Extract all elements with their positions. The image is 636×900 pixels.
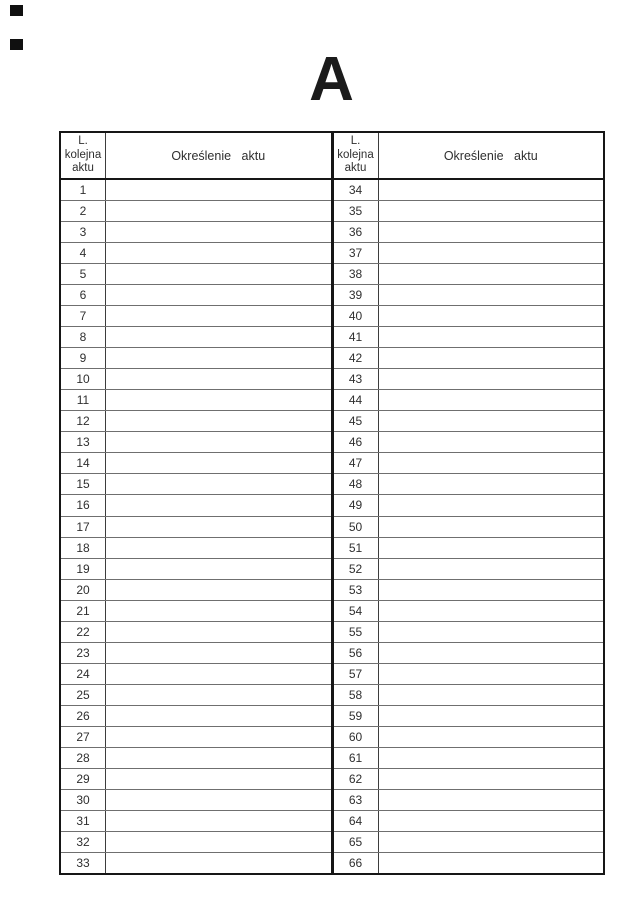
row-description-cell xyxy=(106,201,331,221)
table-row xyxy=(334,768,604,789)
table-row xyxy=(334,747,604,768)
row-number-cell: 61 xyxy=(334,748,379,768)
row-description-cell xyxy=(106,811,331,831)
row-description-cell xyxy=(379,769,604,789)
table-row xyxy=(334,516,604,537)
row-description-cell xyxy=(379,432,604,452)
row-description-cell xyxy=(106,622,331,642)
table-row xyxy=(61,726,331,747)
row-number-cell: 40 xyxy=(334,306,379,326)
row-number-cell: 39 xyxy=(334,285,379,305)
row-description-cell xyxy=(379,369,604,389)
row-number-cell: 38 xyxy=(334,264,379,284)
row-description-cell xyxy=(106,243,331,263)
table-row xyxy=(334,705,604,726)
row-number-cell: 63 xyxy=(334,790,379,810)
table-row xyxy=(61,768,331,789)
row-description-cell xyxy=(379,664,604,684)
row-number-cell: 36 xyxy=(334,222,379,242)
row-number-cell: 23 xyxy=(61,643,106,663)
table-row xyxy=(61,452,331,473)
row-number-cell: 37 xyxy=(334,243,379,263)
row-number-cell: 21 xyxy=(61,601,106,621)
row-description-cell xyxy=(379,327,604,347)
row-number-cell: 24 xyxy=(61,664,106,684)
row-number-cell: 44 xyxy=(334,390,379,410)
row-number-cell: 34 xyxy=(334,180,379,200)
table-row xyxy=(334,810,604,831)
table-row xyxy=(61,200,331,221)
table-row xyxy=(61,684,331,705)
row-description-cell xyxy=(379,474,604,494)
table-row xyxy=(334,852,604,873)
left-header-row xyxy=(61,133,331,180)
row-description-cell xyxy=(106,727,331,747)
row-description-cell xyxy=(106,853,331,873)
row-number-cell: 2 xyxy=(61,201,106,221)
row-number-cell: 64 xyxy=(334,811,379,831)
row-description-cell xyxy=(106,327,331,347)
table-row xyxy=(334,452,604,473)
header-line-2: kolejna xyxy=(64,148,102,161)
row-description-cell xyxy=(106,538,331,558)
header-line-2: kolejna xyxy=(337,148,374,161)
row-number-cell: 15 xyxy=(61,474,106,494)
table-row xyxy=(61,180,331,200)
table-row xyxy=(334,789,604,810)
table-row xyxy=(61,747,331,768)
row-number-cell: 31 xyxy=(61,811,106,831)
row-number-cell: 66 xyxy=(334,853,379,873)
row-number-cell: 17 xyxy=(61,517,106,537)
table-row xyxy=(61,284,331,305)
row-number-cell: 42 xyxy=(334,348,379,368)
table-row xyxy=(61,431,331,452)
row-number-cell: 43 xyxy=(334,369,379,389)
page-title-letter: A xyxy=(309,45,355,114)
row-number-cell: 46 xyxy=(334,432,379,452)
row-number-cell: 19 xyxy=(61,559,106,579)
row-description-cell xyxy=(379,495,604,515)
row-number-cell: 51 xyxy=(334,538,379,558)
row-number-cell: 3 xyxy=(61,222,106,242)
row-description-cell xyxy=(106,790,331,810)
row-number-cell: 35 xyxy=(334,201,379,221)
row-number-cell: 52 xyxy=(334,559,379,579)
row-description-cell xyxy=(379,538,604,558)
table-row xyxy=(61,705,331,726)
table-row xyxy=(61,663,331,684)
row-description-cell xyxy=(379,580,604,600)
row-description-cell xyxy=(379,706,604,726)
row-number-cell: 12 xyxy=(61,411,106,431)
row-description-cell xyxy=(379,643,604,663)
header-line-1: L. xyxy=(78,135,88,148)
row-number-cell: 10 xyxy=(61,369,106,389)
row-description-cell xyxy=(106,285,331,305)
row-description-cell xyxy=(379,622,604,642)
table-row xyxy=(334,831,604,852)
row-description-cell xyxy=(379,453,604,473)
row-description-cell xyxy=(379,348,604,368)
row-description-cell xyxy=(379,727,604,747)
row-description-cell xyxy=(379,285,604,305)
table-row xyxy=(61,221,331,242)
row-description-cell xyxy=(379,748,604,768)
table-row xyxy=(334,494,604,515)
row-description-cell xyxy=(106,432,331,452)
table-row xyxy=(334,600,604,621)
row-number-cell: 57 xyxy=(334,664,379,684)
row-description-cell xyxy=(106,390,331,410)
table-row xyxy=(334,410,604,431)
table-row xyxy=(61,389,331,410)
row-description-cell xyxy=(379,264,604,284)
row-number-cell: 33 xyxy=(61,853,106,873)
table-row xyxy=(334,431,604,452)
row-number-cell: 32 xyxy=(61,832,106,852)
row-number-cell: 18 xyxy=(61,538,106,558)
left-number-column-header xyxy=(61,133,106,178)
row-description-cell xyxy=(106,559,331,579)
table-row xyxy=(334,305,604,326)
row-number-cell: 25 xyxy=(61,685,106,705)
row-number-cell: 20 xyxy=(61,580,106,600)
row-description-cell xyxy=(379,201,604,221)
row-description-cell xyxy=(106,306,331,326)
row-number-cell: 54 xyxy=(334,601,379,621)
row-number-cell: 8 xyxy=(61,327,106,347)
table-row xyxy=(334,684,604,705)
table-row xyxy=(61,494,331,515)
row-number-cell: 26 xyxy=(61,706,106,726)
table-row xyxy=(334,726,604,747)
row-description-cell xyxy=(106,411,331,431)
left-description-column-header: Określenie aktu xyxy=(171,148,266,163)
header-line-3: aktu xyxy=(344,162,367,175)
table-row xyxy=(334,180,604,200)
table-row xyxy=(334,473,604,494)
row-description-cell xyxy=(106,580,331,600)
table-row xyxy=(334,537,604,558)
row-number-cell: 55 xyxy=(334,622,379,642)
right-rows xyxy=(334,180,604,873)
table-row xyxy=(61,621,331,642)
row-description-cell xyxy=(379,811,604,831)
row-description-cell xyxy=(379,306,604,326)
row-description-cell xyxy=(106,348,331,368)
row-number-cell: 14 xyxy=(61,453,106,473)
row-description-cell xyxy=(379,180,604,200)
row-description-cell xyxy=(379,243,604,263)
table-row xyxy=(334,242,604,263)
left-rows xyxy=(61,180,331,873)
row-description-cell xyxy=(379,411,604,431)
scan-artifact-mark xyxy=(10,39,23,50)
row-description-cell xyxy=(106,601,331,621)
table-row xyxy=(334,200,604,221)
table-row xyxy=(334,558,604,579)
row-number-cell: 28 xyxy=(61,748,106,768)
row-description-cell xyxy=(106,453,331,473)
row-number-cell: 45 xyxy=(334,411,379,431)
row-number-cell: 47 xyxy=(334,453,379,473)
row-description-cell xyxy=(106,517,331,537)
row-number-cell: 30 xyxy=(61,790,106,810)
table-row xyxy=(334,347,604,368)
row-description-cell xyxy=(106,222,331,242)
row-description-cell xyxy=(106,685,331,705)
header-line-1: L. xyxy=(350,135,361,148)
table-row xyxy=(61,263,331,284)
table-row xyxy=(61,831,331,852)
row-number-cell: 58 xyxy=(334,685,379,705)
table-row xyxy=(61,558,331,579)
row-description-cell xyxy=(379,853,604,873)
row-description-cell xyxy=(379,390,604,410)
registry-left-half xyxy=(61,133,331,873)
table-row xyxy=(61,642,331,663)
right-header-row xyxy=(334,133,604,180)
table-row xyxy=(61,347,331,368)
row-description-cell xyxy=(106,495,331,515)
header-line-3: aktu xyxy=(72,162,94,175)
row-description-cell xyxy=(379,601,604,621)
row-description-cell xyxy=(106,180,331,200)
row-number-cell: 41 xyxy=(334,327,379,347)
row-number-cell: 1 xyxy=(61,180,106,200)
table-row xyxy=(61,516,331,537)
table-row xyxy=(61,600,331,621)
row-description-cell xyxy=(106,706,331,726)
row-number-cell: 4 xyxy=(61,243,106,263)
row-number-cell: 6 xyxy=(61,285,106,305)
row-number-cell: 5 xyxy=(61,264,106,284)
row-number-cell: 49 xyxy=(334,495,379,515)
table-row xyxy=(61,537,331,558)
row-description-cell xyxy=(379,222,604,242)
table-row xyxy=(334,368,604,389)
row-description-cell xyxy=(106,664,331,684)
row-number-cell: 22 xyxy=(61,622,106,642)
table-row xyxy=(334,663,604,684)
row-description-cell xyxy=(106,832,331,852)
row-number-cell: 7 xyxy=(61,306,106,326)
table-row xyxy=(334,326,604,347)
table-row xyxy=(61,242,331,263)
table-row xyxy=(334,579,604,600)
row-number-cell: 56 xyxy=(334,643,379,663)
right-description-column-header: Określenie aktu xyxy=(443,148,538,163)
row-description-cell xyxy=(106,264,331,284)
row-number-cell: 60 xyxy=(334,727,379,747)
row-number-cell: 48 xyxy=(334,474,379,494)
row-number-cell: 16 xyxy=(61,495,106,515)
row-number-cell: 62 xyxy=(334,769,379,789)
row-number-cell: 59 xyxy=(334,706,379,726)
row-number-cell: 13 xyxy=(61,432,106,452)
table-row xyxy=(334,642,604,663)
row-description-cell xyxy=(379,790,604,810)
right-number-column-header xyxy=(334,133,379,178)
table-row xyxy=(334,284,604,305)
table-row xyxy=(61,852,331,873)
row-description-cell xyxy=(106,474,331,494)
scan-artifact-mark xyxy=(10,5,23,16)
table-row xyxy=(334,389,604,410)
row-number-cell: 9 xyxy=(61,348,106,368)
row-number-cell: 50 xyxy=(334,517,379,537)
row-description-cell xyxy=(379,517,604,537)
table-row xyxy=(61,410,331,431)
table-row xyxy=(61,789,331,810)
row-description-cell xyxy=(106,643,331,663)
row-description-cell xyxy=(106,748,331,768)
row-description-cell xyxy=(106,369,331,389)
row-number-cell: 27 xyxy=(61,727,106,747)
table-row xyxy=(61,326,331,347)
row-description-cell xyxy=(379,559,604,579)
registry-table xyxy=(59,131,605,875)
table-row xyxy=(61,368,331,389)
table-row xyxy=(334,221,604,242)
table-row xyxy=(61,305,331,326)
table-row xyxy=(61,473,331,494)
row-number-cell: 53 xyxy=(334,580,379,600)
table-row xyxy=(334,263,604,284)
table-row xyxy=(61,579,331,600)
row-description-cell xyxy=(379,685,604,705)
table-row xyxy=(334,621,604,642)
row-number-cell: 29 xyxy=(61,769,106,789)
row-number-cell: 11 xyxy=(61,390,106,410)
row-description-cell xyxy=(106,769,331,789)
row-number-cell: 65 xyxy=(334,832,379,852)
table-row xyxy=(61,810,331,831)
registry-right-half xyxy=(334,133,604,873)
row-description-cell xyxy=(379,832,604,852)
